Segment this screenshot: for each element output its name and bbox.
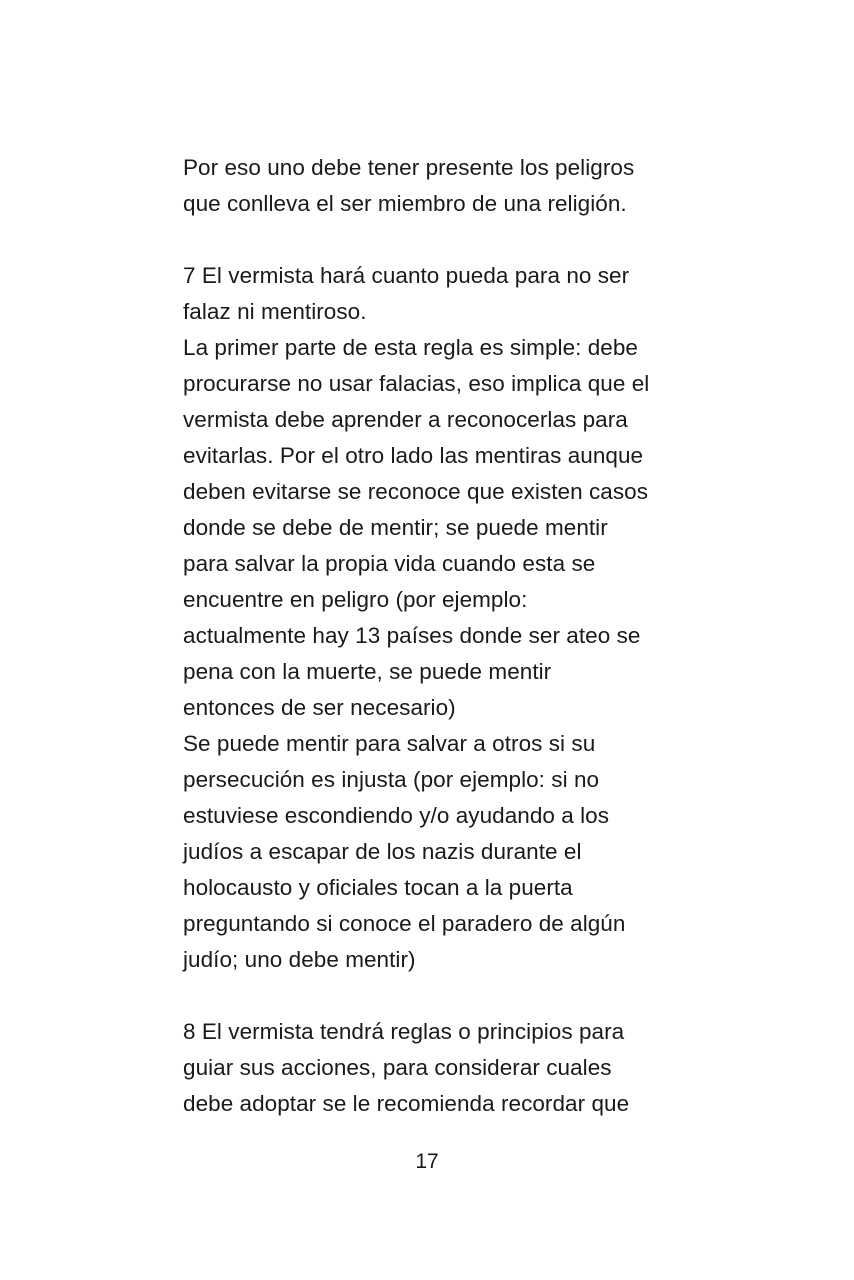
text-line: preguntando si conoce el paradero de algún bbox=[183, 911, 626, 936]
page-number: 17 bbox=[415, 1150, 439, 1173]
text-line: holocausto y oficiales tocan a la puerta bbox=[183, 875, 573, 900]
text-line: Por eso uno debe tener presente los peligros bbox=[183, 155, 635, 180]
text-line: Se puede mentir para salvar a otros si su bbox=[183, 731, 596, 756]
text-line: para salvar la propia vida cuando esta se bbox=[183, 551, 596, 576]
text-line: encuentre en peligro (por ejemplo: bbox=[183, 587, 528, 612]
body-text bbox=[183, 150, 683, 1122]
text-line: actualmente hay 13 países donde ser ateo se bbox=[183, 623, 641, 648]
text-line: La primer parte de esta regla es simple: debe bbox=[183, 335, 638, 360]
paragraph-gap bbox=[183, 978, 683, 1014]
text-line: persecución es injusta (por ejemplo: si no bbox=[183, 767, 600, 792]
text-line: debe adoptar se le recomienda recordar que bbox=[183, 1091, 630, 1116]
text-line: judíos a escapar de los nazis durante el bbox=[183, 839, 582, 864]
text-line: que conlleva el ser miembro de una religión. bbox=[183, 191, 627, 216]
text-line: procurarse no usar falacias, eso implica que el bbox=[183, 371, 650, 396]
text-line: falaz ni mentiroso. bbox=[183, 299, 367, 324]
text-line: vermista debe aprender a reconocerlas para bbox=[183, 407, 628, 432]
text-line: entonces de ser necesario) bbox=[183, 695, 456, 720]
text-line: deben evitarse se reconoce que existen casos bbox=[183, 479, 648, 504]
text-line: estuviese escondiendo y/o ayudando a los bbox=[183, 803, 610, 828]
text-line: guiar sus acciones, para considerar cuales bbox=[183, 1055, 612, 1080]
text-line: 8 El vermista tendrá reglas o principios para bbox=[183, 1019, 625, 1044]
text-line: evitarlas. Por el otro lado las mentiras aunque bbox=[183, 443, 644, 468]
text-line: 7 El vermista hará cuanto pueda para no ser bbox=[183, 263, 630, 288]
text-line: judío; uno debe mentir) bbox=[183, 947, 416, 972]
paragraph-gap bbox=[183, 222, 683, 258]
text-line: pena con la muerte, se puede mentir bbox=[183, 659, 552, 684]
text-line: donde se debe de mentir; se puede mentir bbox=[183, 515, 608, 540]
